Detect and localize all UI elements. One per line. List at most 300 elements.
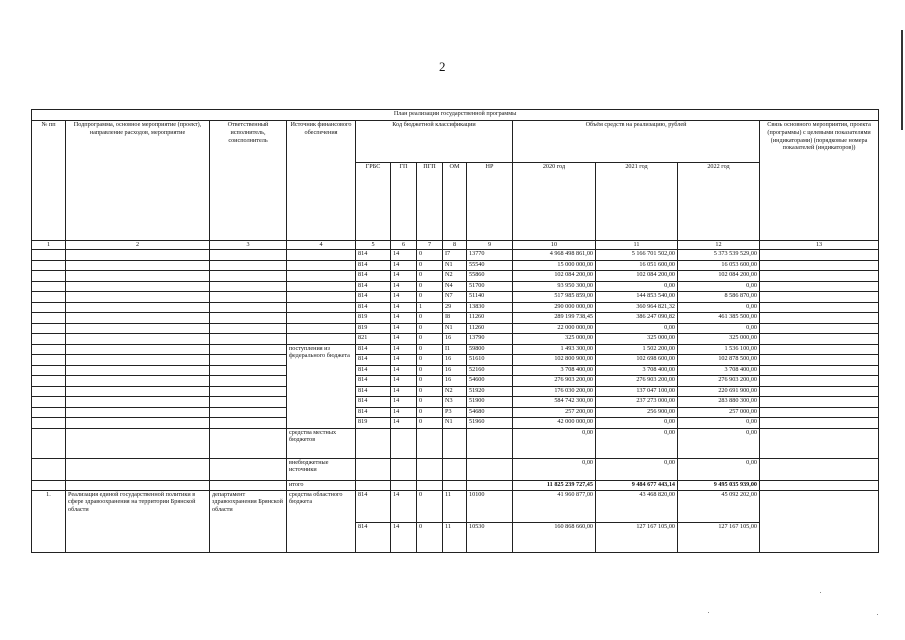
cell-pgp: 0 (417, 323, 443, 334)
cell-pgp: 0 (417, 365, 443, 376)
cell-y2021: 102 084 200,00 (596, 271, 678, 282)
cell-code-blank (467, 428, 513, 458)
header-executor: Ответственный исполнитель, соисполнитель (210, 121, 287, 241)
cell-source (287, 323, 356, 334)
col-number: 11 (596, 241, 678, 250)
cell-y2020: 0,00 (513, 428, 596, 458)
cell-link (760, 490, 879, 552)
cell-gp: 14 (391, 292, 417, 303)
cell-source (287, 334, 356, 345)
cell-om: 11 (443, 522, 467, 552)
cell-blank-executor (210, 260, 287, 271)
cell-grbs: 814 (356, 365, 391, 376)
cell-y2022: 102 084 200,00 (678, 271, 760, 282)
cell-np: 59800 (467, 344, 513, 355)
cell-om: I7 (443, 250, 467, 261)
cell-om: P3 (443, 407, 467, 418)
cell-source (287, 281, 356, 292)
cell-np: 54680 (467, 407, 513, 418)
cell-np: 13830 (467, 302, 513, 313)
cell-y2020: 102 800 900,00 (513, 355, 596, 366)
item-name: Реализация единой государственной политики в сфере здравоохранения на территории Брянской области (66, 490, 210, 552)
cell-blank-subprogram (66, 292, 210, 303)
header-budget-code: Код бюджетной классификации (356, 121, 513, 163)
header-pgp: ПГП (417, 163, 443, 241)
cell-pgp: 0 (417, 386, 443, 397)
cell-pgp: 0 (417, 281, 443, 292)
cell-blank-executor (210, 355, 287, 366)
cell-blank-subprogram (66, 376, 210, 387)
cell-blank-subprogram (66, 355, 210, 366)
cell-y2020: 41 960 877,00 (513, 490, 596, 522)
cell-gp: 14 (391, 355, 417, 366)
cell-grbs: 814 (356, 386, 391, 397)
col-number: 5 (356, 241, 391, 250)
cell-np: 11260 (467, 313, 513, 324)
cell-pgp: 0 (417, 271, 443, 282)
cell-y2021: 3 708 400,00 (596, 365, 678, 376)
table-row (32, 292, 879, 303)
cell-code-blank (417, 428, 443, 458)
cell-link (760, 480, 879, 490)
cell-gp: 14 (391, 334, 417, 345)
cell-blank-subprogram (66, 313, 210, 324)
cell-np: 51140 (467, 292, 513, 303)
cell-y2022: 3 708 400,00 (678, 365, 760, 376)
cell-blank-num (32, 334, 66, 345)
cell-om: N1 (443, 418, 467, 429)
cell-gp: 14 (391, 344, 417, 355)
cell-blank-num (32, 260, 66, 271)
cell-pgp: 0 (417, 418, 443, 429)
cell-blank-executor (210, 302, 287, 313)
cell-gp: 14 (391, 323, 417, 334)
cell-om: N7 (443, 292, 467, 303)
cell-source (287, 292, 356, 303)
table-row-offbudget (32, 458, 879, 480)
cell-y2022: 0,00 (678, 418, 760, 429)
scan-speck (820, 592, 821, 593)
table-row (32, 365, 879, 376)
cell-blank-num (32, 376, 66, 387)
cell-np: 54600 (467, 376, 513, 387)
cell-code-blank (356, 428, 391, 458)
cell-y2020: 93 950 300,00 (513, 281, 596, 292)
cell-source (287, 313, 356, 324)
cell-code-blank (391, 428, 417, 458)
header-link: Связь основного мероприятия, проекта (программы) с целевыми показателями (индикаторами) (порядковые номера показателей (индикаторов)) (760, 121, 879, 241)
cell-np: 51960 (467, 418, 513, 429)
header-np: НР (467, 163, 513, 241)
cell-blank-executor (210, 480, 287, 490)
cell-blank-executor (210, 397, 287, 408)
cell-blank-executor (210, 428, 287, 458)
cell-code-blank (467, 458, 513, 480)
cell-link (760, 428, 879, 458)
table-row (32, 418, 879, 429)
cell-grbs: 814 (356, 522, 391, 552)
col-number: 4 (287, 241, 356, 250)
cell-y2021: 0,00 (596, 458, 678, 480)
cell-blank-num (32, 281, 66, 292)
cell-blank-subprogram (66, 386, 210, 397)
cell-om: 11 (443, 490, 467, 522)
cell-om: N1 (443, 260, 467, 271)
cell-y2020: 4 968 498 861,00 (513, 250, 596, 261)
cell-y2020: 276 903 200,00 (513, 376, 596, 387)
cell-y2020: 102 084 200,00 (513, 271, 596, 282)
cell-link (760, 407, 879, 418)
cell-grbs: 814 (356, 376, 391, 387)
cell-om: N2 (443, 386, 467, 397)
table-row (32, 302, 879, 313)
cell-y2022: 45 092 202,00 (678, 490, 760, 522)
cell-y2022: 0,00 (678, 323, 760, 334)
cell-blank-executor (210, 250, 287, 261)
cell-pgp: 0 (417, 334, 443, 345)
cell-y2020: 517 985 859,00 (513, 292, 596, 303)
cell-blank-num (32, 323, 66, 334)
cell-blank-subprogram (66, 334, 210, 345)
cell-blank-executor (210, 407, 287, 418)
source-federal: поступления из федерального бюджета (287, 344, 356, 428)
cell-blank-executor (210, 281, 287, 292)
cell-y2022: 8 586 870,00 (678, 292, 760, 303)
cell-pgp: 0 (417, 260, 443, 271)
header-volume: Объём средств на реализацию, рублей (513, 121, 760, 163)
cell-link (760, 418, 879, 429)
cell-y2020: 290 000 000,00 (513, 302, 596, 313)
table-row-local (32, 428, 879, 458)
cell-link (760, 334, 879, 345)
cell-y2020: 3 708 400,00 (513, 365, 596, 376)
cell-blank-subprogram (66, 397, 210, 408)
cell-np: 51900 (467, 397, 513, 408)
cell-y2020: 160 868 660,00 (513, 522, 596, 552)
table-row (32, 386, 879, 397)
cell-source (287, 271, 356, 282)
cell-blank-executor (210, 418, 287, 429)
cell-y2021: 16 051 600,00 (596, 260, 678, 271)
cell-y2022: 0,00 (678, 302, 760, 313)
cell-blank-subprogram (66, 281, 210, 292)
cell-blank-subprogram (66, 407, 210, 418)
table-row (32, 397, 879, 408)
cell-grbs: 814 (356, 292, 391, 303)
cell-grbs: 814 (356, 490, 391, 522)
cell-blank-subprogram (66, 260, 210, 271)
cell-source (287, 302, 356, 313)
col-number: 9 (467, 241, 513, 250)
cell-blank-subprogram (66, 458, 210, 480)
header-num: № пп (32, 121, 66, 241)
item-executor: департамент здравоохранения Брянской области (210, 490, 287, 552)
table-row (32, 271, 879, 282)
cell-y2022: 9 495 035 939,00 (678, 480, 760, 490)
cell-blank-subprogram (66, 365, 210, 376)
cell-blank-executor (210, 334, 287, 345)
table-row-item1 (32, 490, 879, 522)
header-2021: 2021 год (596, 163, 678, 241)
cell-link (760, 250, 879, 261)
cell-source (287, 260, 356, 271)
cell-np: 13790 (467, 334, 513, 345)
table-row-total (32, 480, 879, 490)
cell-link (760, 397, 879, 408)
header-2020: 2020 год (513, 163, 596, 241)
col-number: 8 (443, 241, 467, 250)
cell-np: 51920 (467, 386, 513, 397)
cell-y2022: 5 373 539 529,00 (678, 250, 760, 261)
cell-gp: 14 (391, 250, 417, 261)
col-number: 10 (513, 241, 596, 250)
cell-blank-num (32, 480, 66, 490)
header-gp: ГП (391, 163, 417, 241)
cell-om: N4 (443, 281, 467, 292)
cell-blank-num (32, 313, 66, 324)
cell-link (760, 260, 879, 271)
cell-om: 16 (443, 355, 467, 366)
cell-y2020: 1 493 300,00 (513, 344, 596, 355)
cell-link (760, 355, 879, 366)
cell-pgp: 0 (417, 250, 443, 261)
cell-y2021: 0,00 (596, 428, 678, 458)
scan-speck (877, 614, 878, 615)
cell-blank-num (32, 271, 66, 282)
cell-source (287, 250, 356, 261)
cell-y2022: 0,00 (678, 281, 760, 292)
source-local: средства местных бюджетов (287, 428, 356, 458)
cell-y2020: 325 000,00 (513, 334, 596, 345)
cell-blank-subprogram (66, 344, 210, 355)
cell-link (760, 313, 879, 324)
cell-y2022: 16 053 600,00 (678, 260, 760, 271)
cell-link (760, 292, 879, 303)
cell-blank-subprogram (66, 323, 210, 334)
cell-grbs: 814 (356, 344, 391, 355)
cell-gp: 14 (391, 522, 417, 552)
header-source: Источник финансового обеспечения (287, 121, 356, 241)
cell-y2021: 237 273 000,00 (596, 397, 678, 408)
cell-y2020: 257 200,00 (513, 407, 596, 418)
page-number: 2 (439, 59, 446, 74)
col-number: 3 (210, 241, 287, 250)
cell-y2021: 127 167 105,00 (596, 522, 678, 552)
cell-y2021: 276 903 200,00 (596, 376, 678, 387)
cell-blank-num (32, 397, 66, 408)
cell-pgp: 0 (417, 292, 443, 303)
cell-pgp: 0 (417, 490, 443, 522)
cell-code-blank (443, 458, 467, 480)
cell-y2022: 325 000,00 (678, 334, 760, 345)
cell-pgp: 0 (417, 344, 443, 355)
cell-y2020: 176 030 200,00 (513, 386, 596, 397)
cell-gp: 14 (391, 302, 417, 313)
cell-blank-num (32, 344, 66, 355)
cell-om: N1 (443, 323, 467, 334)
col-number: 6 (391, 241, 417, 250)
cell-code-blank (417, 480, 443, 490)
column-number-row (32, 241, 879, 250)
cell-blank-executor (210, 344, 287, 355)
table-row (32, 344, 879, 355)
cell-link (760, 386, 879, 397)
cell-y2021: 5 166 701 502,00 (596, 250, 678, 261)
table-row (32, 323, 879, 334)
col-number: 1 (32, 241, 66, 250)
table-row (32, 334, 879, 345)
cell-link (760, 365, 879, 376)
cell-y2021: 0,00 (596, 281, 678, 292)
cell-y2020: 42 000 000,00 (513, 418, 596, 429)
cell-code-blank (356, 480, 391, 490)
cell-np: 51700 (467, 281, 513, 292)
cell-blank-num (32, 302, 66, 313)
cell-grbs: 814 (356, 355, 391, 366)
cell-blank-executor (210, 271, 287, 282)
cell-grbs: 819 (356, 418, 391, 429)
cell-y2021: 9 484 677 443,14 (596, 480, 678, 490)
cell-om: I1 (443, 344, 467, 355)
cell-grbs: 814 (356, 250, 391, 261)
cell-grbs: 814 (356, 281, 391, 292)
scan-edge-line (901, 30, 903, 130)
cell-code-blank (467, 480, 513, 490)
cell-om: N2 (443, 271, 467, 282)
cell-y2022: 1 536 100,00 (678, 344, 760, 355)
cell-code-blank (443, 480, 467, 490)
source-total: итого (287, 480, 356, 490)
cell-y2022: 127 167 105,00 (678, 522, 760, 552)
cell-grbs: 814 (356, 397, 391, 408)
cell-grbs: 814 (356, 302, 391, 313)
cell-y2022: 0,00 (678, 458, 760, 480)
scan-speck (708, 612, 709, 613)
cell-om: I8 (443, 313, 467, 324)
cell-y2022: 283 880 300,00 (678, 397, 760, 408)
col-number: 12 (678, 241, 760, 250)
cell-link (760, 458, 879, 480)
cell-link (760, 376, 879, 387)
cell-blank-executor (210, 386, 287, 397)
cell-grbs: 819 (356, 313, 391, 324)
cell-link (760, 271, 879, 282)
table-row (32, 281, 879, 292)
cell-link (760, 323, 879, 334)
cell-pgp: 0 (417, 376, 443, 387)
cell-y2021: 256 900,00 (596, 407, 678, 418)
cell-pgp: 0 (417, 407, 443, 418)
cell-om: 29 (443, 302, 467, 313)
cell-np: 55540 (467, 260, 513, 271)
cell-y2022: 102 878 500,00 (678, 355, 760, 366)
item-source: средства областного бюджета (287, 490, 356, 552)
cell-blank-executor (210, 365, 287, 376)
cell-blank-num (32, 386, 66, 397)
table-row (32, 376, 879, 387)
cell-y2020: 0,00 (513, 458, 596, 480)
cell-code-blank (356, 458, 391, 480)
table-row (32, 250, 879, 261)
cell-y2020: 584 742 300,00 (513, 397, 596, 408)
cell-blank-num (32, 292, 66, 303)
cell-blank-subprogram (66, 271, 210, 282)
cell-gp: 14 (391, 376, 417, 387)
cell-blank-num (32, 428, 66, 458)
cell-grbs: 819 (356, 323, 391, 334)
cell-y2021: 386 247 090,82 (596, 313, 678, 324)
cell-y2020: 22 000 000,00 (513, 323, 596, 334)
cell-pgp: 1 (417, 302, 443, 313)
cell-y2022: 461 385 500,00 (678, 313, 760, 324)
cell-blank-subprogram (66, 480, 210, 490)
cell-y2021: 325 000,00 (596, 334, 678, 345)
cell-blank-num (32, 250, 66, 261)
cell-gp: 14 (391, 386, 417, 397)
table-row (32, 260, 879, 271)
table-row (32, 407, 879, 418)
header-2022: 2022 год (678, 163, 760, 241)
cell-grbs: 821 (356, 334, 391, 345)
cell-y2020: 15 000 000,00 (513, 260, 596, 271)
header-grbs: ГРБС (356, 163, 391, 241)
cell-y2022: 276 903 200,00 (678, 376, 760, 387)
cell-blank-subprogram (66, 302, 210, 313)
cell-code-blank (391, 480, 417, 490)
cell-blank-executor (210, 458, 287, 480)
cell-pgp: 0 (417, 522, 443, 552)
cell-pgp: 0 (417, 313, 443, 324)
cell-y2021: 137 047 100,00 (596, 386, 678, 397)
cell-grbs: 814 (356, 271, 391, 282)
cell-link (760, 302, 879, 313)
source-offbudget: внебюджетные источники (287, 458, 356, 480)
cell-y2022: 257 000,00 (678, 407, 760, 418)
cell-om: 16 (443, 365, 467, 376)
cell-y2021: 360 964 821,32 (596, 302, 678, 313)
cell-y2021: 144 853 540,00 (596, 292, 678, 303)
cell-gp: 14 (391, 490, 417, 522)
cell-np: 52160 (467, 365, 513, 376)
cell-blank-executor (210, 292, 287, 303)
cell-blank-num (32, 365, 66, 376)
cell-np: 51610 (467, 355, 513, 366)
cell-np: 55860 (467, 271, 513, 282)
table-row (32, 355, 879, 366)
cell-om: 16 (443, 376, 467, 387)
cell-gp: 14 (391, 418, 417, 429)
cell-np: 10100 (467, 490, 513, 522)
cell-y2021: 102 698 600,00 (596, 355, 678, 366)
header-subprogram: Подпрограмма, основное мероприятие (проект), направление расходов, мероприятие (66, 121, 210, 241)
cell-om: 16 (443, 334, 467, 345)
cell-blank-num (32, 418, 66, 429)
cell-link (760, 344, 879, 355)
cell-y2022: 220 691 900,00 (678, 386, 760, 397)
cell-gp: 14 (391, 281, 417, 292)
cell-blank-num (32, 407, 66, 418)
cell-gp: 14 (391, 407, 417, 418)
item-num: 1. (32, 490, 66, 552)
header-om: ОМ (443, 163, 467, 241)
cell-y2021: 43 468 820,00 (596, 490, 678, 522)
cell-blank-num (32, 355, 66, 366)
cell-pgp: 0 (417, 355, 443, 366)
cell-blank-executor (210, 376, 287, 387)
cell-y2022: 0,00 (678, 428, 760, 458)
cell-gp: 14 (391, 313, 417, 324)
cell-blank-subprogram (66, 250, 210, 261)
